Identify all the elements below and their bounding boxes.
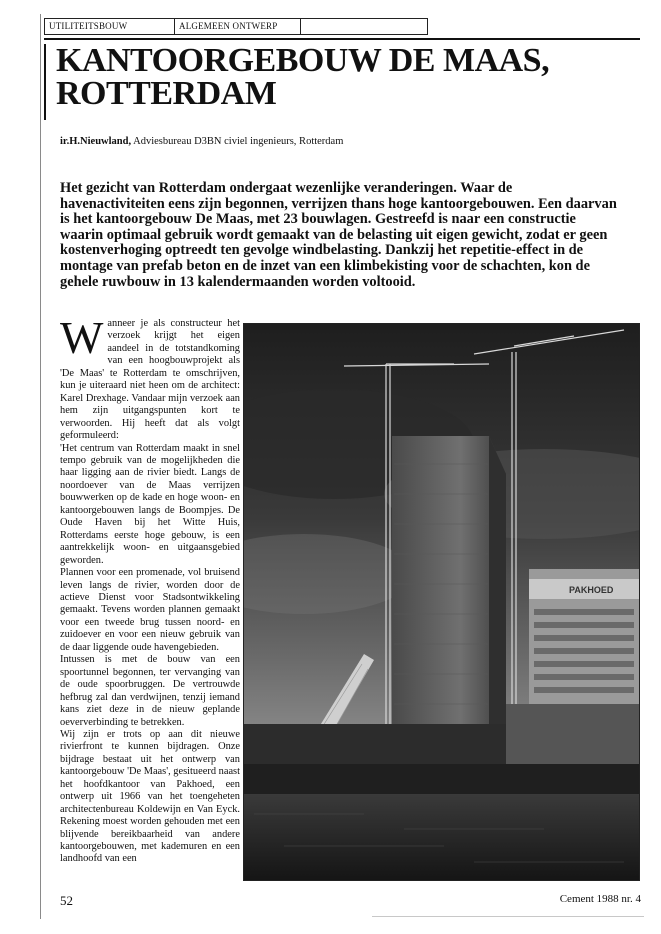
body-paragraph-1: anneer je als constructeur het verzoek krijgt het eigen aandeel in de totstandkoming van een hoogbouwprojekt als 'De Maas' te Rotterdam te omschrijven, kun je uiteraard niet heen om de architect: Karel Drexhage. Vandaar mijn verzoek aan hem zijn uitgangspunten kort te verwoorden. Hij heeft dat als volgt geformuleerd:: [60, 318, 240, 442]
journal-reference: Cement 1988 nr. 4: [559, 893, 641, 905]
article-title: KANTOORGEBOUW DE MAAS, ROTTERDAM: [56, 42, 550, 112]
byline-author: ir.H.Nieuwland,: [60, 136, 132, 147]
bottom-rule: [372, 916, 644, 917]
body-paragraph-3: Plannen voor een promenade, vol bruisend leven langs de rivier, worden door de actieve Dienst voor Stadsontwikkeling gemaakt. Tevens worden plannen gemaakt voor een tweede brug tussen noord- en zuidoever en voor een nieuw gebruik van de daar liggende oude havengebieden.: [60, 567, 240, 653]
section-header: [44, 18, 428, 35]
body-paragraph-4: Intussen is met de bouw van een spoortunnel begonnen, ter vervanging van de oude spoorbruggen. De vertrouwde hefbrug zal dan verdwijnen, tenzij iemand kans ziet deze in de nieuw geplande oeververbinding te betrekken.: [60, 654, 240, 728]
header-tab-subcategory: ALGEMEEN ONTWERP: [175, 19, 301, 34]
body-paragraph-2: 'Het centrum van Rotterdam maakt in snel tempo gebruik van de mogelijkheden die haar ligging aan de rivier biedt. Langs de noordoever van de Maas verrijzen bouwwerken op de kade en hoge woon- en kantoorgebouwen langs de Boompjes. De Oude Haven bij het Witte Huis, Rotterdams eerste hoge gebouw, is een aantrekkelijk woon- en uitgaansgebied geworden.: [60, 442, 240, 566]
body-column: [60, 318, 240, 878]
left-margin-rule: [40, 14, 41, 919]
header-tab-category: UTILITEITSBOUW: [45, 19, 175, 34]
skyline-photo: [243, 323, 640, 881]
body-paragraph-5: Wij zijn er trots op aan dit nieuwe rivierfront te kunnen bijdragen. Onze bijdrage bestaat uit het ontwerp van kantoorgebouw 'De Maas', gesitueerd naast het hoofdkantoor van Pakhoed, een ontwerp uit 1966 van het toengeheten architectenbureau Koldewijn en Van Eyck. Rekening moest worden gehouden met een blijvende bereikbaarheid van andere kantoorgebouwen, met kademuren en een landhoofd van een: [60, 728, 240, 865]
skyline-photo-illustration: [244, 324, 639, 880]
byline: [60, 136, 343, 147]
pakhoed-sign: PAKHOED: [569, 585, 614, 595]
drop-cap: W: [60, 318, 104, 363]
lead-paragraph: Het gezicht van Rotterdam ondergaat wezenlijke veranderingen. Waar de havenactiviteiten eens zijn begonnen, verrijzen thans hoge kantoorgebouwen. Een daarvan is het kantoorgebouw De Maas, met 23 bouwlagen. Gestreefd is naar een constructie waarin optimaal gebruik wordt gemaakt van de belasting uit eigen gewicht, zodat er geen kostenverhoging optreedt ten gevolge windbelasting. Dankzij het repetitie-effect in de montage van prefab beton en de inzet van een klimbekisting voor de schachten, kon de gehele ruwbouw in 13 kalendermaanden worden voltooid.: [60, 180, 617, 290]
byline-affiliation: Adviesbureau D3BN civiel ingenieurs, Rotterdam: [133, 136, 344, 147]
title-box: [44, 38, 640, 120]
page-number: 52: [60, 893, 73, 908]
header-tab-empty: [301, 19, 427, 34]
